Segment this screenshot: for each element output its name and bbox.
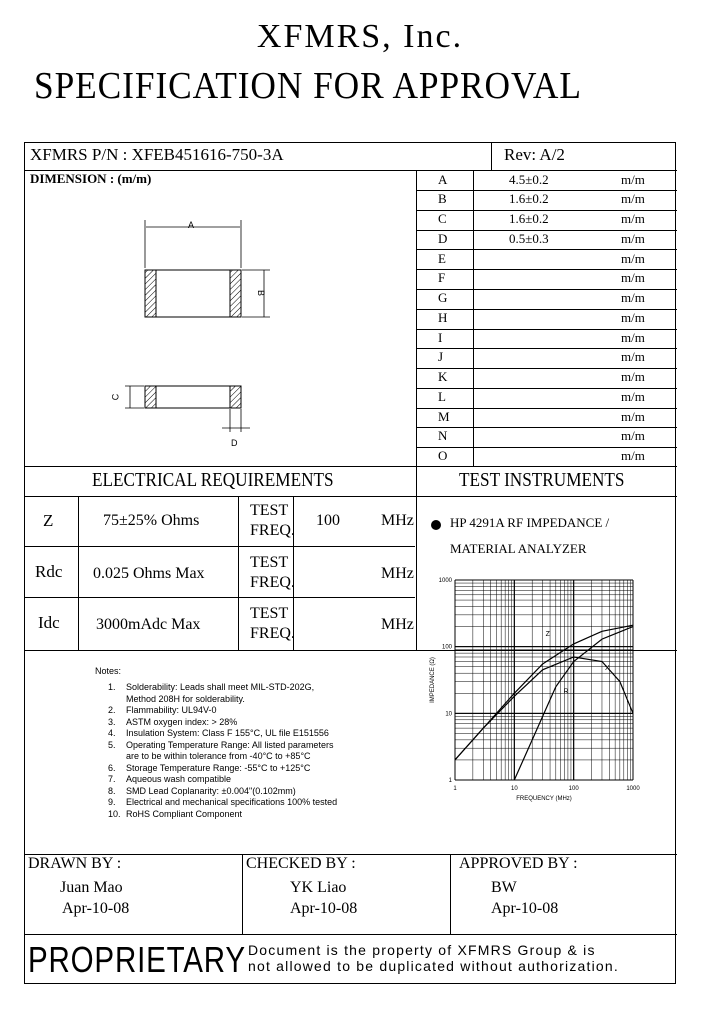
- dimension-row-unit: m/m: [621, 369, 645, 384]
- dimension-row-label: M: [438, 409, 450, 424]
- dimension-row-value: 4.5±0.2: [509, 172, 549, 187]
- dimension-row-label: I: [438, 330, 443, 345]
- dimension-row-label: K: [438, 369, 448, 384]
- dimension-row-unit: m/m: [621, 231, 645, 246]
- dimension-row-unit: m/m: [621, 270, 645, 285]
- dimension-row-label: O: [438, 448, 448, 463]
- dimension-row-unit: m/m: [621, 330, 645, 345]
- dimension-row-label: D: [438, 231, 448, 246]
- x-tick-label: 1000: [626, 786, 640, 792]
- test-label-idc: TEST: [250, 605, 289, 622]
- checked-by-name: YK Liao: [290, 879, 347, 896]
- note-number: 3.: [108, 716, 116, 727]
- revision: Rev: A/2: [504, 145, 565, 164]
- freq-unit-z: MHz: [381, 512, 414, 529]
- dim-label-c: C: [110, 393, 121, 401]
- dimension-row: [416, 190, 676, 209]
- dimension-row-value: 1.6±0.2: [509, 211, 549, 226]
- dimension-row: [416, 210, 676, 229]
- x-tick-label: 10: [510, 786, 518, 792]
- dimension-row: [416, 269, 676, 288]
- test-label-rdc: TEST: [250, 554, 289, 571]
- component-outline-drawing: [100, 210, 300, 455]
- dimension-row-label: L: [438, 389, 446, 404]
- checked-by-date: Apr-10-08: [290, 900, 358, 917]
- note-text: Insulation System: Class F 155°C, UL file E151556: [126, 728, 329, 738]
- note-number: 9.: [108, 797, 116, 807]
- proprietary-line-2: not allowed to be duplicated without authorization.: [248, 958, 619, 974]
- series-label-r: R: [563, 688, 569, 696]
- dimension-row-label: F: [438, 270, 446, 285]
- y-tick-label: 1000: [438, 578, 452, 584]
- proprietary-word: PROPRIETARY: [28, 939, 246, 980]
- note-number: 2.: [108, 705, 116, 715]
- dimension-row: [416, 447, 676, 466]
- x-axis-label: FREQUENCY (MHz): [516, 796, 572, 802]
- param-idc: Idc: [38, 613, 60, 632]
- dimension-row-label: E: [438, 251, 446, 266]
- instrument-line-1: HP 4291A RF IMPEDANCE /: [450, 515, 610, 530]
- dimension-row: [416, 171, 676, 190]
- note-number: 7.: [108, 774, 116, 784]
- note-text: Operating Temperature Range: All listed parameters: [126, 739, 334, 750]
- param-z: Z: [43, 511, 54, 530]
- note-number: 10.: [108, 808, 121, 819]
- note-text: ASTM oxygen index: > 28%: [126, 716, 238, 727]
- note-text: Solderability: Leads shall meet MIL-STD-202G,: [126, 682, 315, 692]
- note-number: 5.: [108, 739, 116, 750]
- test-label-z: TEST: [250, 502, 289, 519]
- dimension-row: [416, 230, 676, 249]
- freq-unit-idc: MHz: [381, 616, 414, 633]
- dimension-row: [416, 368, 676, 387]
- dimension-row-label: C: [438, 211, 447, 226]
- dimension-row-unit: m/m: [621, 251, 645, 266]
- dim-label-d: D: [231, 438, 238, 448]
- dimension-row: [416, 427, 676, 446]
- impedance-chart: [420, 570, 660, 810]
- note-text: RoHS Compliant Component: [126, 808, 243, 819]
- dimension-row-unit: m/m: [621, 389, 645, 404]
- dimension-row-label: J: [438, 349, 444, 364]
- dimension-row-label: A: [438, 172, 448, 187]
- dimension-row-label: G: [438, 290, 448, 305]
- proprietary-line-1: Document is the property of XFMRS Group & is: [248, 942, 596, 958]
- value-idc: 3000mAdc Max: [96, 616, 201, 633]
- note-number: 1.: [108, 682, 116, 692]
- notes-title: Notes:: [95, 666, 122, 676]
- dimension-row-value: 1.6±0.2: [509, 191, 549, 206]
- dimension-row-unit: m/m: [621, 310, 645, 325]
- drawn-by-label: DRAWN BY :: [28, 855, 122, 872]
- dimension-row-unit: m/m: [621, 349, 645, 364]
- value-z: 75±25% Ohms: [103, 512, 200, 529]
- part-number: XFMRS P/N : XFEB451616-750-3A: [30, 145, 284, 164]
- instrument-line-2: MATERIAL ANALYZER: [450, 541, 587, 556]
- series-line-x: [455, 657, 633, 760]
- note-text: Flammability: UL94V-0: [126, 705, 217, 715]
- approved-by-label: APPROVED BY :: [459, 855, 578, 872]
- x-tick-label: 1: [453, 786, 457, 792]
- x-tick-label: 100: [568, 786, 579, 792]
- note-text: SMD Lead Coplanarity: ±0.004"(0.102mm): [126, 785, 296, 796]
- dimension-row: [416, 250, 676, 269]
- dimension-row-unit: m/m: [621, 448, 645, 463]
- electrical-title: ELECTRICAL REQUIREMENTS: [92, 469, 334, 491]
- dimension-row-label: B: [438, 191, 447, 206]
- note-text: Storage Temperature Range: -55°C to +125°C: [126, 762, 311, 773]
- note-text: are to be within tolerance from -40°C to +85°C: [126, 751, 311, 761]
- series-label-z: Z: [545, 631, 550, 639]
- dimension-row: [416, 348, 676, 367]
- note-number: 4.: [108, 728, 116, 738]
- freq-label-z: FREQ.: [250, 522, 295, 539]
- dimension-row: [416, 329, 676, 348]
- dimension-row-unit: m/m: [621, 191, 645, 206]
- y-tick-label: 100: [441, 644, 452, 651]
- series-label-x: X: [604, 665, 610, 673]
- dimension-row-unit: m/m: [621, 409, 645, 424]
- y-tick-label: 1: [448, 778, 452, 784]
- instruments-title: TEST INSTRUMENTS: [459, 469, 625, 491]
- dimension-row-label: H: [438, 310, 448, 325]
- dimension-row: [416, 388, 676, 407]
- dimension-row: [416, 309, 676, 328]
- drawn-by-name: Juan Mao: [60, 879, 123, 896]
- freq-label-idc: FREQ.: [250, 625, 295, 642]
- note-number: 8.: [108, 785, 116, 796]
- company-name: XFMRS, Inc.: [256, 18, 464, 55]
- dimension-row: [416, 289, 676, 308]
- dimension-row-label: N: [438, 428, 448, 443]
- dimension-row-unit: m/m: [621, 172, 645, 187]
- value-rdc: 0.025 Ohms Max: [93, 565, 205, 582]
- approved-by-name: BW: [491, 879, 517, 896]
- drawn-by-date: Apr-10-08: [62, 900, 130, 917]
- freq-value-z: 100: [316, 512, 340, 529]
- note-text: Aqueous wash compatible: [126, 774, 232, 784]
- checked-by-label: CHECKED BY :: [246, 855, 356, 872]
- note-text: Electrical and mechanical specifications 100% tested: [126, 797, 338, 807]
- param-rdc: Rdc: [35, 562, 63, 581]
- y-tick-label: 10: [445, 711, 452, 718]
- dimension-row: [416, 408, 676, 427]
- bullet-icon: [431, 520, 441, 530]
- note-text: Method 208H for solderability.: [126, 693, 245, 704]
- dimension-row-unit: m/m: [621, 428, 645, 443]
- y-axis-label: IMPEDANCE (Ω): [430, 657, 436, 703]
- dim-label-b: B: [256, 289, 267, 297]
- document-title: SPECIFICATION FOR APPROVAL: [34, 65, 582, 107]
- dimension-row-unit: m/m: [621, 290, 645, 305]
- dim-label-a: A: [188, 220, 195, 230]
- freq-unit-rdc: MHz: [381, 565, 414, 582]
- dimension-row-unit: m/m: [621, 211, 645, 226]
- approved-by-date: Apr-10-08: [491, 900, 559, 917]
- dimension-title: DIMENSION : (m/m): [30, 171, 152, 186]
- freq-label-rdc: FREQ.: [250, 574, 295, 591]
- dimension-row-value: 0.5±0.3: [509, 231, 549, 246]
- note-number: 6.: [108, 762, 116, 773]
